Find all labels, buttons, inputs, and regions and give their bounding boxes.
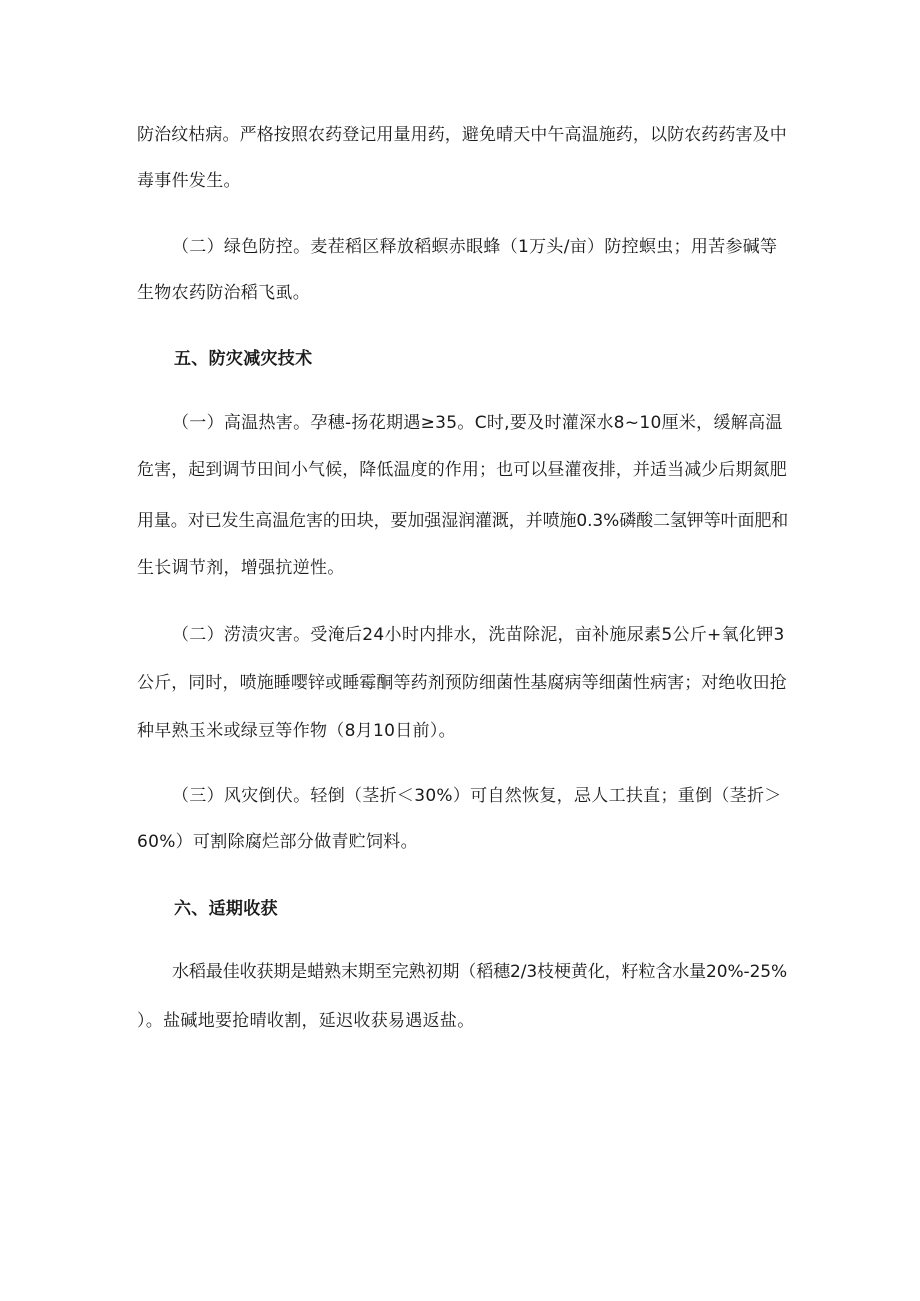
paragraph-line: （三）风灾倒伏。轻倒（茎折＜30%）可自然恢复，忌人工扶直；重倒（茎折＞ [172,786,782,806]
paragraph-line: （二）绿色防控。麦茬稻区释放稻螟赤眼蜂（1万头/亩）防控螟虫；用苦参碱等 [172,237,778,257]
paragraph-line: 60%）可割除腐烂部分做青贮饲料。 [137,832,418,852]
paragraph-line: （一）高温热害。孕穗-扬花期遇≥35。C时,要及时灌深水8~10厘米，缓解高温 [172,413,783,433]
paragraph-line: ）。盐碱地要抢晴收割，延迟收获易遇返盐。 [137,1011,475,1031]
section-heading: 五、防灾减灾技术 [174,349,313,369]
paragraph-line: （二）涝渍灾害。受淹后24小时内排水，洗苗除泥，亩补施尿素5公斤+氧化钾3 [172,625,785,645]
paragraph-line: 毒事件发生。 [137,171,241,191]
paragraph-line: 生物农药防治稻飞虱。 [137,283,310,303]
paragraph-line: 用量。对已发生高温危害的田块，要加强湿润灌溉，并喷施0.3%磷酸二氢钾等叶面肥和 [137,511,789,531]
paragraph-line: 水稻最佳收获期是蜡熟末期至完熟初期（稻穗2/3枝梗黄化，籽粒含水量20%-25% [172,962,788,982]
section-heading: 六、适期收获 [174,899,278,919]
paragraph-line: 公斤，同时，喷施睡嘤锌或睡霉酮等药剂预防细菌性基腐病等细菌性病害；对绝收田抢 [137,673,787,693]
paragraph-line: 种早熟玉米或绿豆等作物（8月10日前）。 [137,721,456,741]
paragraph-line: 防治纹枯病。严格按照农药登记用量用药，避免晴天中午高温施药，以防农药药害及中 [137,125,787,145]
paragraph-line: 生长调节剂，增强抗逆性。 [137,558,345,578]
paragraph-line: 危害，起到调节田间小气候，降低温度的作用；也可以昼灌夜排，并适当减少后期氮肥 [137,460,787,480]
